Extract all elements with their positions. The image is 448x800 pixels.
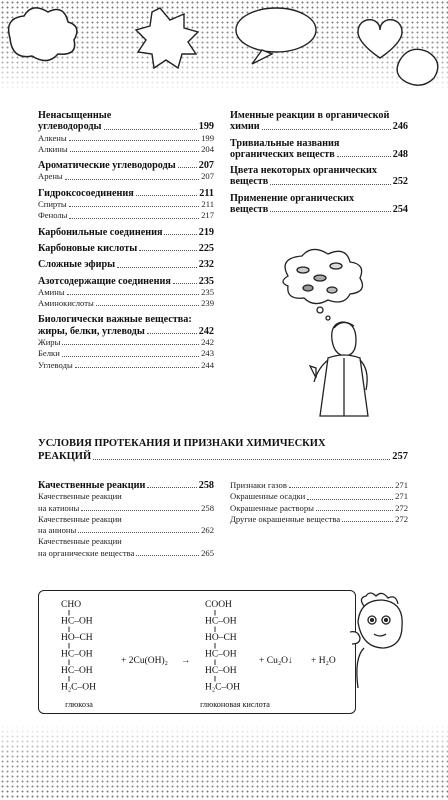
dot-leader xyxy=(136,195,198,196)
dot-leader xyxy=(289,487,393,488)
toc-entry[interactable] xyxy=(38,110,214,133)
gluconic-acid-label: глюконовая кислота xyxy=(200,700,270,709)
dot-leader xyxy=(270,211,390,212)
toc-page-number: 272 xyxy=(395,502,408,513)
toc-entry[interactable] xyxy=(38,259,214,270)
glucose-formula-row: HC–OH xyxy=(61,616,93,627)
toc-page-number: 211 xyxy=(201,199,214,210)
toc-page-number: 246 xyxy=(392,121,408,133)
toc-bottom-right-column xyxy=(230,480,408,525)
dot-leader xyxy=(307,499,393,500)
toc-entry-row xyxy=(38,210,214,221)
dot-leader xyxy=(70,151,199,152)
toc-page-number: 271 xyxy=(395,491,408,502)
halftone-bottom-border xyxy=(0,724,448,800)
toc-page-number: 242 xyxy=(201,337,214,348)
toc-entry[interactable] xyxy=(230,165,408,188)
toc-entry-title: жиры, белки, углеводы xyxy=(38,325,145,337)
toc-page-number: 271 xyxy=(395,480,408,490)
scientist-illustration xyxy=(258,248,408,423)
burst-doodle xyxy=(136,8,198,68)
toc-page-number: 242 xyxy=(198,325,214,337)
toc-entry-title: органических веществ xyxy=(230,148,335,160)
toc-entry-text-line: Ненасыщенные xyxy=(38,110,112,121)
glucose-formula-row: HC–OH xyxy=(61,649,93,660)
section-heading-line2: РЕАКЦИЙ xyxy=(38,450,92,462)
toc-subentry[interactable] xyxy=(38,298,214,309)
dot-leader xyxy=(164,234,196,235)
dot-leader xyxy=(67,294,199,295)
toc-subentry[interactable] xyxy=(38,514,214,537)
toc-entry-title: Окрашенные растворы xyxy=(230,502,314,513)
toc-entry[interactable] xyxy=(230,193,408,216)
toc-entry-row xyxy=(230,121,408,132)
toc-entry-title: Белки xyxy=(38,348,60,359)
toc-entry-row xyxy=(230,503,408,514)
toc-entry-title: Азотсодержащие соединения xyxy=(38,275,171,287)
toc-page-number: 225 xyxy=(198,242,214,254)
glucose-formula-row: HO–CH xyxy=(61,633,93,643)
toc-page-number: 258 xyxy=(201,502,214,513)
toc-entry-text-line: Качественные реакции xyxy=(38,513,122,524)
toc-entry-title: Арены xyxy=(38,171,63,182)
toc-entry-title: углеводороды xyxy=(38,121,102,133)
toc-subentry[interactable] xyxy=(38,337,214,348)
toc-entry-title: Карбоновые кислоты xyxy=(38,242,138,254)
toc-subentry[interactable] xyxy=(38,360,214,371)
toc-entry-title: Качественные реакции xyxy=(38,480,146,491)
toc-entry-row xyxy=(38,298,214,309)
dot-leader xyxy=(178,167,197,168)
toc-entry-title: Сложные эфиры xyxy=(38,259,116,271)
toc-entry[interactable] xyxy=(38,227,214,238)
peeking-character xyxy=(350,592,410,710)
toc-entry-title: на анионы xyxy=(38,525,77,536)
toc-page-number: 207 xyxy=(198,160,214,172)
bubble-doodle xyxy=(236,8,316,64)
dot-leader xyxy=(136,555,199,556)
toc-entry-title: Фенолы xyxy=(38,210,68,221)
toc-entry-row xyxy=(38,360,214,371)
toc-subentry[interactable] xyxy=(230,491,408,502)
toc-entry-row xyxy=(38,188,214,199)
dot-leader xyxy=(78,532,199,533)
toc-entry[interactable] xyxy=(38,243,214,254)
toc-entry-row xyxy=(38,259,214,270)
dot-leader xyxy=(147,487,196,488)
toc-entry-title: Алкины xyxy=(38,143,68,154)
dot-leader xyxy=(69,218,199,219)
toc-page-number: 204 xyxy=(201,143,214,154)
toc-entry-title: веществ xyxy=(230,204,269,216)
toc-entry[interactable] xyxy=(38,480,214,491)
dot-leader xyxy=(96,305,199,306)
reaction-box xyxy=(38,590,356,714)
toc-subentry[interactable] xyxy=(38,133,214,144)
toc-subentry[interactable] xyxy=(38,210,214,221)
toc-entry-row xyxy=(38,548,214,559)
toc-entry-row xyxy=(38,243,214,254)
dot-leader xyxy=(117,267,197,268)
toc-subentry[interactable] xyxy=(38,491,214,514)
toc-page-number: 217 xyxy=(201,210,214,221)
dot-leader xyxy=(62,356,199,357)
toc-entry-row xyxy=(38,276,214,287)
toc-subentry[interactable] xyxy=(230,503,408,514)
toc-page-number: 272 xyxy=(395,513,408,524)
toc-page-number: 199 xyxy=(198,121,214,133)
toc-subentry[interactable] xyxy=(38,348,214,359)
toc-entry-row xyxy=(38,227,214,238)
toc-entry-row xyxy=(38,121,214,132)
toc-right-column xyxy=(230,110,408,215)
toc-entry-title: Другие окрашенные вещества xyxy=(230,513,341,524)
toc-page-number: 243 xyxy=(201,348,214,359)
toc-entry-row xyxy=(38,171,214,182)
glucose-formula-row: CHO xyxy=(61,600,82,610)
toc-entry-row xyxy=(230,480,408,491)
toc-subentry[interactable] xyxy=(230,480,408,491)
section-page-number: 257 xyxy=(392,450,408,462)
heart-doodle xyxy=(358,20,402,58)
toc-entry-title: на катионы xyxy=(38,502,80,513)
toc-subentry[interactable] xyxy=(230,514,408,525)
toc-entry-title: химии xyxy=(230,121,260,133)
toc-entry-title: Амины xyxy=(38,286,65,297)
toc-entry-title: Жиры xyxy=(38,337,61,348)
dot-leader xyxy=(69,206,200,207)
dot-leader xyxy=(342,521,393,522)
toc-page-number: 252 xyxy=(392,176,408,188)
toc-page-number: 254 xyxy=(392,204,408,216)
toc-page-number: 219 xyxy=(198,226,214,238)
dot-leader xyxy=(337,156,391,157)
dot-leader xyxy=(139,250,197,251)
dot-leader xyxy=(62,344,199,345)
toc-entry[interactable] xyxy=(38,160,214,171)
dot-leader xyxy=(104,129,197,130)
reaction-arrow: → xyxy=(181,656,191,666)
toc-entry[interactable] xyxy=(230,110,408,133)
reaction-formula xyxy=(61,600,336,709)
acid-formula-row: H₂C–OH xyxy=(205,682,240,693)
toc-entry-title: Алкены xyxy=(38,132,67,143)
toc-entry-row xyxy=(230,514,408,525)
toc-entry-text-line: Качественные реакции xyxy=(38,536,122,547)
toc-entry-title: на органические вещества xyxy=(38,547,135,558)
toc-entry-title: Аминокислоты xyxy=(38,298,94,309)
toc-subentry[interactable] xyxy=(38,144,214,155)
toc-page-number: 244 xyxy=(201,359,214,370)
toc-entry-row xyxy=(38,287,214,298)
toc-entry-text-line: Применение органических xyxy=(230,192,355,204)
glucose-formula-row: H₂C–OH xyxy=(61,682,96,693)
toc-page-number: 211 xyxy=(199,187,214,199)
product-cu2o: + Cu₂O↓ xyxy=(259,656,293,666)
toc-entry-text-line: Именные реакции в органической xyxy=(230,110,390,121)
toc-page-number: 199 xyxy=(201,132,214,143)
toc-entry-row xyxy=(38,337,214,348)
acid-formula-row: COOH xyxy=(205,600,232,610)
toc-entry-row xyxy=(38,199,214,210)
toc-page-number: 265 xyxy=(201,547,214,558)
toc-entry-title: веществ xyxy=(230,176,269,188)
toc-page-number: 248 xyxy=(392,148,408,160)
toc-entry-text-line: Биологически важные вещества: xyxy=(38,314,192,326)
dot-leader xyxy=(316,510,393,511)
toc-entry[interactable] xyxy=(38,314,214,337)
toc-page-number: 235 xyxy=(198,275,214,287)
toc-entry-row xyxy=(38,348,214,359)
top-doodles xyxy=(0,0,448,95)
cloud-doodle xyxy=(9,8,77,61)
dot-leader xyxy=(93,459,390,460)
toc-subentry[interactable] xyxy=(38,199,214,210)
toc-entry-row xyxy=(230,176,408,187)
dot-leader xyxy=(81,510,199,511)
toc-entry-title: Спирты xyxy=(38,199,67,210)
dot-leader xyxy=(147,333,197,334)
toc-subentry[interactable] xyxy=(38,536,214,559)
toc-entry-row xyxy=(38,326,214,337)
section-heading-line1: УСЛОВИЯ ПРОТЕКАНИЯ И ПРИЗНАКИ ХИМИЧЕСКИХ xyxy=(38,438,326,449)
toc-entry[interactable] xyxy=(230,138,408,161)
dot-leader xyxy=(270,184,390,185)
toc-page-number: 235 xyxy=(201,286,214,297)
toc-entry-title: Углеводы xyxy=(38,359,73,370)
toc-entry-title: Признаки газов xyxy=(230,480,287,490)
toc-page-number: 239 xyxy=(201,298,214,309)
toc-bottom-left-column xyxy=(38,480,214,559)
toc-page-number: 207 xyxy=(201,171,214,182)
toc-subentry[interactable] xyxy=(38,171,214,182)
toc-page-number: 262 xyxy=(201,525,214,536)
toc-entry[interactable] xyxy=(38,188,214,199)
toc-entry-title: Карбонильные соединения xyxy=(38,226,163,238)
section-heading xyxy=(38,438,408,463)
toc-entry-text-line: Цвета некоторых органических xyxy=(230,165,377,177)
toc-entry-title: Гидроксосоединения xyxy=(38,187,134,199)
toc-entry-title: Окрашенные осадки xyxy=(230,491,306,502)
toc-entry-row xyxy=(38,144,214,155)
dot-leader xyxy=(69,140,199,141)
toc-entry-row xyxy=(230,491,408,502)
toc-entry-row xyxy=(38,160,214,171)
glucose-formula-row: HC–OH xyxy=(61,666,93,676)
toc-left-column xyxy=(38,110,214,371)
toc-entry-row xyxy=(38,525,214,536)
acid-formula-row: HC–OH xyxy=(205,616,237,627)
dot-leader xyxy=(262,129,391,130)
toc-entry-row xyxy=(38,480,214,491)
toc-page-number: 232 xyxy=(198,259,214,271)
reagent-text: + 2Cu(OH)₂ xyxy=(121,656,168,666)
toc-entry-title: Ароматические углеводороды xyxy=(38,160,176,172)
dot-leader xyxy=(65,179,199,180)
product-water: + H₂O xyxy=(311,656,336,666)
acid-formula-row: HO–CH xyxy=(205,633,237,643)
dot-leader xyxy=(75,367,199,368)
toc-entry-row xyxy=(230,149,408,160)
toc-entry-row xyxy=(38,133,214,144)
acid-formula-row: HC–OH xyxy=(205,666,237,676)
section-heading-line2-entry xyxy=(38,451,408,464)
toc-page-number: 258 xyxy=(198,480,214,491)
glucose-label: глюкоза xyxy=(65,700,93,709)
toc-subentry[interactable] xyxy=(38,287,214,298)
toc-entry[interactable] xyxy=(38,276,214,287)
toc-entry-row xyxy=(230,204,408,215)
toc-entry-text-line: Тривиальные названия xyxy=(230,137,340,149)
toc-entry-row xyxy=(38,503,214,514)
blob-doodle xyxy=(397,49,438,85)
acid-formula-row: HC–OH xyxy=(205,649,237,660)
toc-entry-text-line: Качественные реакции xyxy=(38,491,122,502)
dot-leader xyxy=(173,283,197,284)
